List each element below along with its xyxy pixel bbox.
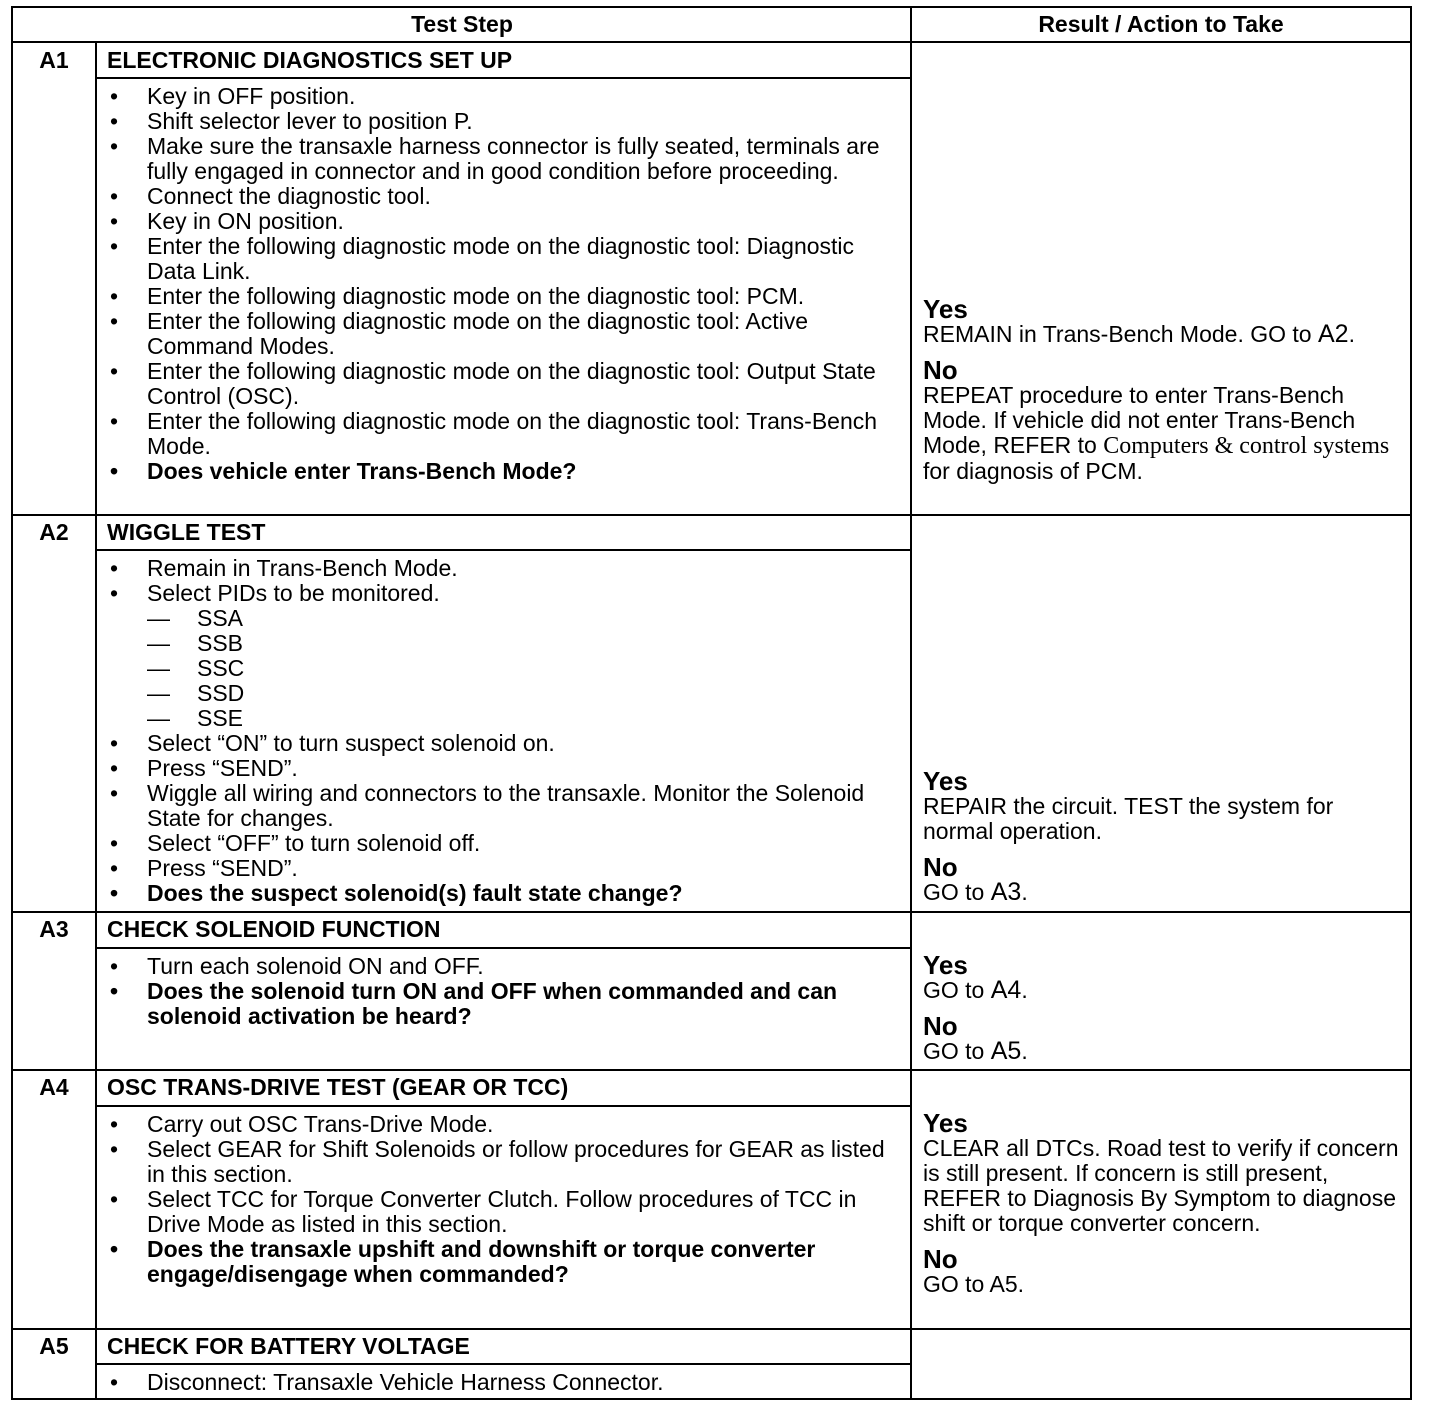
col-divider-id <box>95 42 97 1400</box>
step-id-a4: A4 <box>39 1074 69 1100</box>
no-action: GO to A3. <box>923 878 1028 906</box>
step-question: • Does the solenoid turn ON and OFF when commanded and can solenoid activation be heard? <box>110 978 838 1029</box>
list-item: • Disconnect: Transaxle Vehicle Harness Connector. <box>110 1369 664 1395</box>
header-test-step: Test Step <box>411 11 513 37</box>
header-result: Result / Action to Take <box>1038 11 1284 37</box>
yes-action: REMAIN in Trans-Bench Mode. GO to A2. <box>923 320 1355 348</box>
list-item: • Connect the diagnostic tool. <box>110 183 431 209</box>
list-item: • Select TCC for Torque Converter Clutch. Follow procedures of TCC in Drive Mode as listed in this section. <box>110 1186 857 1237</box>
no-action: GO to A5. <box>923 1271 1024 1297</box>
step-title-a4: OSC TRANS-DRIVE TEST (GEAR OR TCC) <box>107 1074 569 1100</box>
step-id-a1: A1 <box>39 47 69 73</box>
step-body-a5 <box>110 1370 900 1395</box>
yes-action: REPAIR the circuit. TEST the system for normal operation. <box>923 793 1334 844</box>
yes-label: Yes <box>923 294 968 324</box>
pid-item: — SSC <box>147 655 245 681</box>
list-item: • Enter the following diagnostic mode on the diagnostic tool: Output State Control (OSC). <box>110 358 876 409</box>
step-id-a5: A5 <box>39 1333 69 1359</box>
list-item: • Select “ON” to turn suspect solenoid on. <box>110 730 555 756</box>
list-item: • Enter the following diagnostic mode on the diagnostic tool: Active Command Modes. <box>110 308 809 359</box>
pid-item: — SSB <box>147 630 244 656</box>
a4-title-divider <box>95 1105 912 1107</box>
pid-item: — SSE <box>147 705 244 731</box>
list-item: • Press “SEND”. <box>110 755 298 781</box>
step-ref: A4 <box>990 976 1022 1004</box>
pid-list <box>147 606 900 731</box>
list-item: • Wiggle all wiring and connectors to the transaxle. Monitor the Solenoid State for changes. <box>110 780 865 831</box>
a5-title-divider <box>95 1363 912 1365</box>
step-id-a2: A2 <box>39 519 69 545</box>
result-a3 <box>912 952 1410 1064</box>
list-item: • Enter the following diagnostic mode on the diagnostic tool: Diagnostic Data Link. <box>110 233 855 284</box>
no-action: GO to A5. <box>923 1037 1028 1065</box>
no-label: No <box>923 1011 958 1041</box>
list-item: • Turn each solenoid ON and OFF. <box>110 953 484 979</box>
yes-action: CLEAR all DTCs. Road test to verify if concern is still present. If concern is still present, REFER to Diagnosis By Symptom to diagnose shift or torque converter concern. <box>923 1135 1399 1236</box>
yes-label: Yes <box>923 766 968 796</box>
step-title-a3: CHECK SOLENOID FUNCTION <box>107 916 441 942</box>
yes-label: Yes <box>923 1108 968 1138</box>
step-ref: A3 <box>990 878 1022 906</box>
step-body-a1 <box>110 84 900 484</box>
no-action: REPEAT procedure to enter Trans-Bench Mode. If vehicle did not enter Trans-Bench Mode, REFER to Computers & control systems for diagnosis of PCM. <box>923 382 1390 484</box>
no-label: No <box>923 852 958 882</box>
list-item: • Select GEAR for Shift Solenoids or follow procedures for GEAR as listed in this section. <box>110 1136 885 1187</box>
step-ref: A5 <box>990 1037 1022 1065</box>
list-item: • Remain in Trans-Bench Mode. <box>110 555 458 581</box>
step-body-a4 <box>110 1112 900 1287</box>
list-item: • Select “OFF” to turn solenoid off. <box>110 830 481 856</box>
a2-title-divider <box>95 549 912 551</box>
list-item: • Enter the following diagnostic mode on the diagnostic tool: Trans-Bench Mode. <box>110 408 878 459</box>
step-ref: A2 <box>1317 320 1349 348</box>
step-title-a1: ELECTRONIC DIAGNOSTICS SET UP <box>107 47 513 73</box>
list-item: • Enter the following diagnostic mode on the diagnostic tool: PCM. <box>110 283 805 309</box>
step-title-a5: CHECK FOR BATTERY VOLTAGE <box>107 1333 470 1359</box>
test-step-table <box>11 6 1412 1400</box>
step-question: • Does the suspect solenoid(s) fault state change? <box>110 880 683 906</box>
no-label: No <box>923 355 958 385</box>
step-question: • Does vehicle enter Trans-Bench Mode? <box>110 458 577 484</box>
yes-action: GO to A4. <box>923 976 1028 1004</box>
yes-label: Yes <box>923 950 968 980</box>
list-item: • Key in ON position. <box>110 208 344 234</box>
cross-reference: Computers & control systems <box>1103 433 1390 459</box>
result-a2 <box>912 768 1410 905</box>
list-item: • Carry out OSC Trans-Drive Mode. <box>110 1111 494 1137</box>
step-body-a2 <box>110 556 900 906</box>
result-a4 <box>912 1110 1410 1297</box>
step-question: • Does the transaxle upshift and downshift or torque converter engage/disengage when commanded? <box>110 1236 816 1287</box>
step-body-a3 <box>110 954 900 1029</box>
step-title-a2: WIGGLE TEST <box>107 519 266 545</box>
no-label: No <box>923 1244 958 1274</box>
list-item: • Press “SEND”. <box>110 855 298 881</box>
step-id-a3: A3 <box>39 916 69 942</box>
list-item: • Key in OFF position. <box>110 83 356 109</box>
list-item: • Shift selector lever to position P. <box>110 108 473 134</box>
list-item: • Make sure the transaxle harness connector is fully seated, terminals are fully engaged in connector and in good condition before proceeding. <box>110 133 880 184</box>
a1-title-divider <box>95 77 912 79</box>
a3-title-divider <box>95 947 912 949</box>
list-item: • Select PIDs to be monitored. — SSA — SSB — SSC — SSD — SSE <box>110 581 900 731</box>
pid-item: — SSD <box>147 680 245 706</box>
pid-item: — SSA <box>147 605 244 631</box>
result-a1 <box>912 296 1410 484</box>
